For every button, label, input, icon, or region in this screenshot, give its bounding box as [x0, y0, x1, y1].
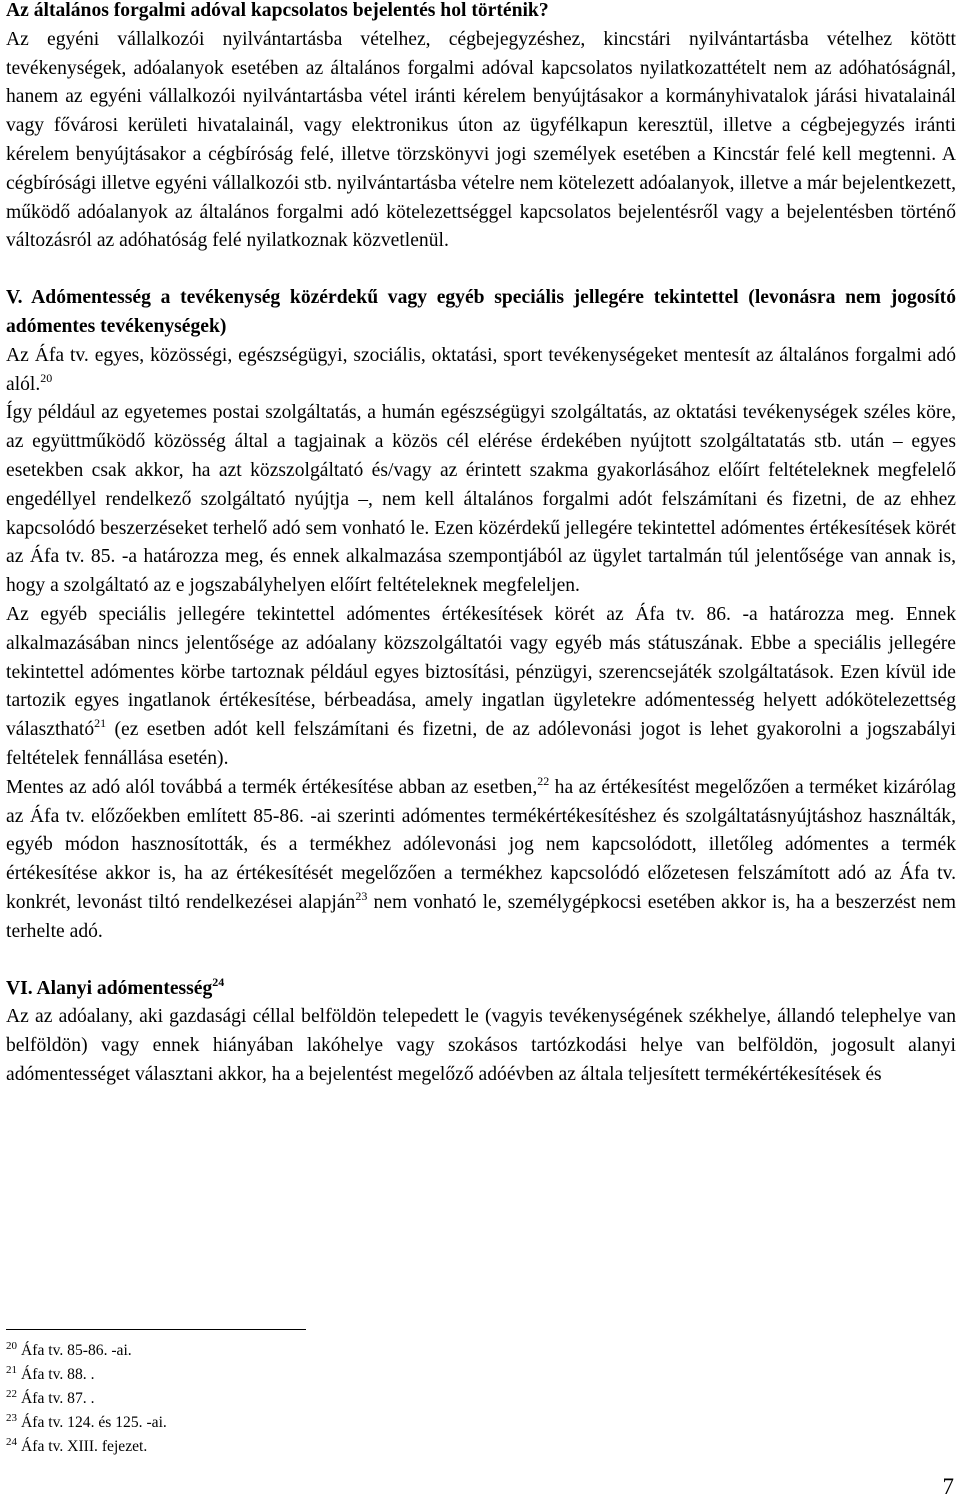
footnote: $^{23}$ Áfa tv. 124. és 125. -ai.	[6, 1412, 167, 1431]
footnote-ref-20[interactable]: 20	[40, 370, 53, 385]
page-number: 7	[942, 1474, 954, 1499]
footnote-ref-21[interactable]: 21	[94, 716, 107, 731]
section-v-paragraph-2: Így például az egyetemes postai szolgáltatás, a humán egészségügyi szolgáltatás, az oktatási tevékenységek széles köre, az együttműködő közösség által a tagjainak a közös cél elérése érdekében nyújtott szolgáltatatás stb. után – egyes esetekben csak akkor, ha azt közszolgáltató és/vagy az érintett szakma gyakorlásához előírt feltételeknek megfelelő engedéllyel rendelkező szolgáltató nyújtja –, nem kell általános forgalmi adót felszámítani és fizetni, de az ehhez kapcsolódó beszerzéseket terhelő adó sem vonható le. Ezen közérdekű jellegére tekintettel adómentes értékesítések körét az Áfa tv. 85. -a határozza meg, és ennek alkalmazása szempontjából az ügylet tartalmán túl jelentősége van annak is, hogy a szolgáltató az e jogszabályhelyen előírt feltételeknek megfeleljen.	[6, 402, 956, 597]
document-page	[6, 0, 956, 1090]
footnote-separator	[6, 1329, 306, 1330]
spacer	[6, 256, 956, 284]
footnote-ref-22[interactable]: 22	[537, 773, 550, 788]
footnote-ref-23[interactable]: 23	[355, 888, 368, 903]
spacer	[6, 947, 956, 975]
section-vi-paragraph-1: Az az adóalany, aki gazdasági céllal belföldön telepedett le (vagyis tevékenységének székhelye, állandó telephelye van belföldön) vagy ennek hiányában lakóhelye vagy szokásos tartózkodási helye van belföldön, jogosult alanyi adómentességet választani akkor, ha a bejelentést megelőző adóévben az általa teljesített termékértékesítések és	[6, 1006, 956, 1085]
section-v-paragraph-1: Az Áfa tv. egyes, közösségi, egészségügyi, szociális, oktatási, sport tevékenységeket mentesít az általános forgalmi adó alól.$^{20}$	[6, 344, 956, 395]
footnote: $^{22}$ Áfa tv. 87. .	[6, 1388, 95, 1407]
section-vi-heading: VI. Alanyi adómentesség$^{24}$	[6, 974, 225, 999]
section-v-heading: V. Adómentesség a tevékenység közérdekű vagy egyéb speciális jellegére tekintettel (levonásra nem jogosító adómentes tevékenységek)	[6, 287, 956, 337]
intro-paragraph: Az egyéni vállalkozói nyilvántartásba vételhez, cégbejegyzéshez, kincstári nyilvántartásba vételhez kötött tevékenységek, adóalanyok esetében az általános forgalmi adóval kapcsolatos nyilatkozattételt nem az adóhatóságnál, hanem az egyéni vállalkozói nyilvántartásba vétel iránti kérelem benyújtásakor a kormányhivatalok járási hivatalainál vagy fővárosi kerületi hivatalainál, vagy elektronikus úton az ügyfélkapun keresztül, illetve a cégbejegyzés iránti kérelem benyújtásakor a cégbíróság felé, illetve törzskönyvi jogi személyek esetében a Kincstár felé kell megtenni. A cégbírósági illetve egyéni vállalkozói stb. nyilvántartásba vételre nem kötelezett adóalanyok, illetve a már bejelentkezett, működő adóalanyok az általános forgalmi adó kötelezettséggel kapcsolatos bejelentésről vagy a bejelentésben történő változásról az adóhatóság felé nyilatkoznak közvetlenül.	[6, 28, 956, 252]
footnote: $^{20}$ Áfa tv. 85-86. -ai.	[6, 1340, 132, 1359]
intro-heading: Az általános forgalmi adóval kapcsolatos bejelentés hol történik?	[6, 0, 549, 21]
section-v-paragraph-3: Az egyéb speciális jellegére tekintettel adómentes értékesítések körét az Áfa tv. 86. -a határozza meg. Ennek alkalmazásában nincs jelentősége az adóalany közszolgáltatói vagy egyéb más státuszának. Ebbe a speciális jellegére tekintettel adómentes körbe tartoznak például egyes biztosítási, pénzügyi, szerencsejáték szolgáltatások. Ezen kívül ide tartozik egyes ingatlanok értékesítése, bérbeadása, amely ingatlan ügyletekre adómentesség helyett adókötelezettség választható$^{21}$ (ez esetben adót kell felszámítani és fizetni, de az adólevonási jogot is lehet gyakorolni a jogszabályi feltételek fennállása esetén).	[6, 603, 956, 769]
footnote: $^{24}$ Áfa tv. XIII. fejezet.	[6, 1436, 148, 1455]
footnote-ref-24[interactable]: 24	[212, 974, 225, 989]
footnote: $^{21}$ Áfa tv. 88. .	[6, 1364, 95, 1383]
section-v-paragraph-4: Mentes az adó alól továbbá a termék értékesítése abban az esetben,$^{22}$ ha az értékesítést megelőzően a terméket kizárólag az Áfa tv. előzőekben említett 85-86. -ai szerinti adómentes termékértékesítéshez és szolgáltatásnyújtáshoz használták, egyéb módon hasznosították, és a termékhez adólevonási jog nem kapcsolódott, illetőleg adómentes a termék értékesítése akkor is, ha az értékesítését megelőzően a termékhez kapcsolódó előzetesen felszámított adó az Áfa tv. konkrét, levonást tiltó rendelkezései alapján$^{23}$ nem vonható le, személygépkocsi esetében akkor is, ha a beszerzést nem terhelte adó.	[6, 773, 956, 942]
footnotes	[6, 1339, 606, 1459]
